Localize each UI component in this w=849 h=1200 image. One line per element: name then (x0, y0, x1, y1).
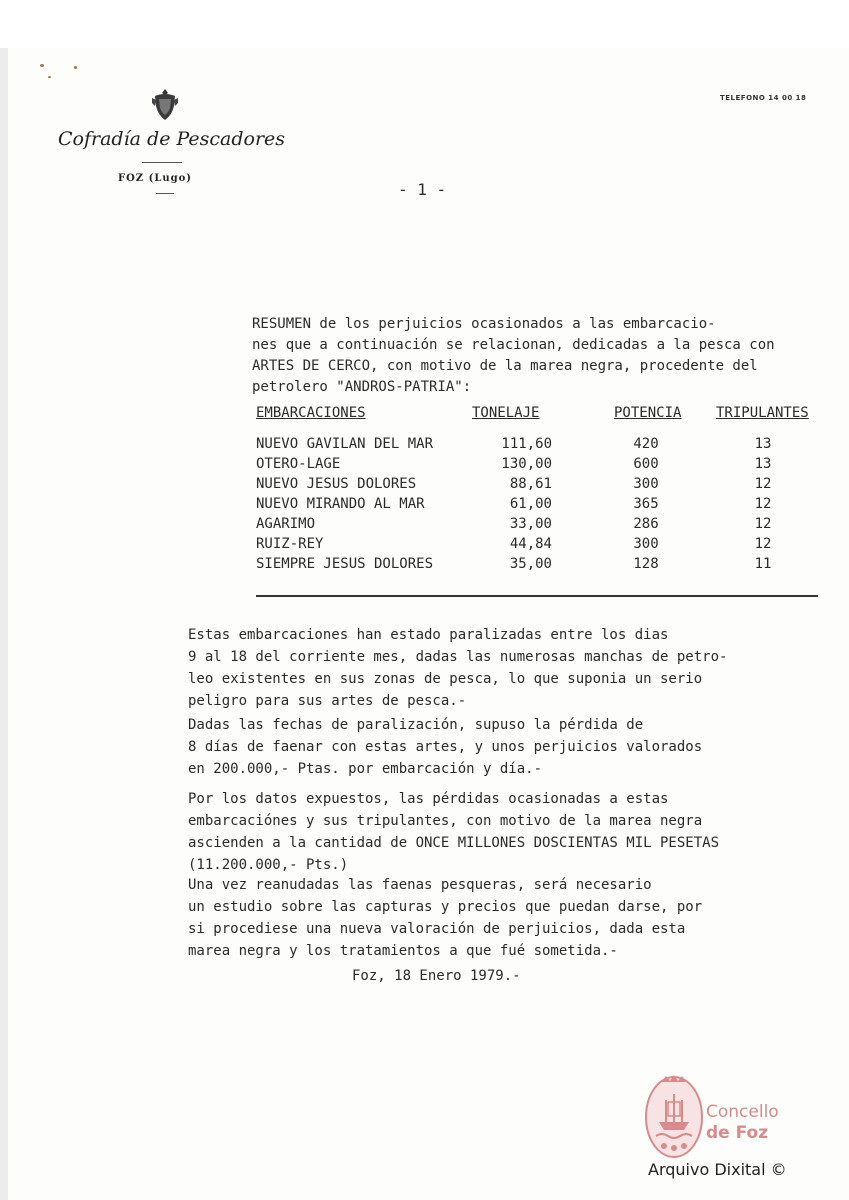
paper-speck (40, 64, 44, 67)
organization-location: FOZ (Lugo) (118, 173, 193, 184)
organization-name: Cofradía de Pescadores (58, 128, 286, 150)
letterhead-rule (142, 162, 182, 163)
page-number: - 1 - (398, 180, 447, 199)
paragraph-line: si procediese una nueva valoración de perjuicios, dada esta (188, 921, 686, 937)
table-row (0, 496, 849, 516)
vessel-tonnage: 35,00 (509, 556, 552, 572)
vessel-power: 128 (633, 556, 659, 572)
paragraph-line: (11.200.000,- Pts.) (188, 857, 349, 873)
vessel-tonnage: 44,84 (509, 536, 552, 552)
paragraph-line: marea negra y los tratamientos a que fué sometida.- (188, 943, 618, 959)
paragraph-line: Una vez reanudadas las faenas pesqueras, será necesario (188, 877, 652, 893)
vessel-name: NUEVO GAVILAN DEL MAR (256, 436, 434, 452)
vessel-tonnage: 61,00 (509, 496, 552, 512)
table-row (0, 536, 849, 556)
scan-edge-left (0, 0, 8, 1200)
watermark-line: de Foz (706, 1123, 769, 1143)
letterhead-rule (156, 193, 174, 194)
vessel-power: 300 (633, 476, 659, 492)
vessel-tonnage: 130,00 (501, 456, 552, 472)
watermark-text (706, 1102, 796, 1144)
vessel-crew: 12 (754, 516, 772, 532)
table-bottom-rule (256, 595, 818, 597)
table-row (0, 456, 849, 476)
paragraph-line: peligro para sus artes de pesca.- (188, 693, 467, 709)
vessel-name: NUEVO JESUS DOLORES (256, 476, 417, 492)
paragraph-line: leo existentes en sus zonas de pesca, lo que suponia un serio (188, 671, 703, 687)
column-header-tonnage: TONELAJE (472, 405, 540, 421)
paragraph-line: ascienden a la cantidad de ONCE MILLONES DOSCIENTAS MIL PESETAS (188, 835, 720, 851)
vessel-tonnage: 88,61 (509, 476, 552, 492)
vessel-crew: 12 (754, 536, 772, 552)
table-row (0, 436, 849, 456)
place-and-date: Foz, 18 Enero 1979.- (352, 968, 521, 984)
intro-line: nes que a continuación se relacionan, dedicadas a la pesca con (252, 337, 775, 353)
vessel-name: NUEVO MIRANDO AL MAR (256, 496, 425, 512)
column-header-vessels: EMBARCACIONES (256, 405, 366, 421)
watermark-line: Concello (706, 1102, 779, 1122)
paper-speck (74, 66, 77, 69)
vessel-power: 600 (633, 456, 659, 472)
vessel-tonnage: 33,00 (509, 516, 552, 532)
vessel-tonnage: 111,60 (501, 436, 552, 452)
scan-edge-top (0, 0, 849, 48)
paragraph-line: 8 días de faenar con estas artes, y unos perjuicios valorados (188, 739, 703, 755)
table-row (0, 516, 849, 536)
paragraph-line: Por los datos expuestos, las pérdidas ocasionadas a estas (188, 791, 669, 807)
column-header-power: POTENCIA (614, 405, 682, 421)
vessel-power: 420 (633, 436, 659, 452)
paragraph-line: un estudio sobre las capturas y precios que puedan darse, por (188, 899, 703, 915)
vessel-power: 286 (633, 516, 659, 532)
paper-speck (48, 76, 51, 78)
paragraph-line: Estas embarcaciones han estado paralizadas entre los dias (188, 627, 669, 643)
intro-line: RESUMEN de los perjuicios ocasionados a las embarcacio- (252, 316, 716, 332)
archive-credit: Arquivo Dixital © (648, 1160, 787, 1179)
body-paragraph (188, 874, 828, 962)
vessel-name: AGARIMO (256, 516, 316, 532)
vessel-name: OTERO-LAGE (256, 456, 341, 472)
vessel-name: SIEMPRE JESUS DOLORES (256, 556, 434, 572)
vessel-crew: 12 (754, 496, 772, 512)
paragraph-line: embarcaciónes y sus tripulantes, con motivo de la marea negra (188, 813, 703, 829)
paragraph-line: en 200.000,- Ptas. por embarcación y día.- (188, 761, 543, 777)
vessel-power: 300 (633, 536, 659, 552)
body-paragraph (188, 624, 828, 712)
body-paragraph (188, 714, 828, 780)
vessel-name: RUIZ-REY (256, 536, 324, 552)
paragraph-line: Dadas las fechas de paralización, supuso la pérdida de (188, 717, 644, 733)
vessel-crew: 13 (754, 436, 772, 452)
column-header-crew: TRIPULANTES (716, 405, 809, 421)
intro-line: ARTES DE CERCO, con motivo de la marea negra, procedente del (252, 358, 758, 374)
coat-of-arms-icon (152, 88, 178, 122)
vessel-power: 365 (633, 496, 659, 512)
telephone-number: TELEFONO 14 00 18 (720, 94, 807, 102)
vessel-crew: 12 (754, 476, 772, 492)
table-row (0, 556, 849, 576)
body-paragraph (188, 788, 828, 876)
intro-paragraph (252, 314, 842, 398)
intro-line: petrolero "ANDROS-PATRIA": (252, 379, 472, 395)
vessel-crew: 13 (754, 456, 772, 472)
paragraph-line: 9 al 18 del corriente mes, dadas las numerosas manchas de petro- (188, 649, 728, 665)
table-row (0, 476, 849, 496)
vessel-crew: 11 (754, 556, 772, 572)
concello-de-foz-logo (644, 1072, 704, 1158)
